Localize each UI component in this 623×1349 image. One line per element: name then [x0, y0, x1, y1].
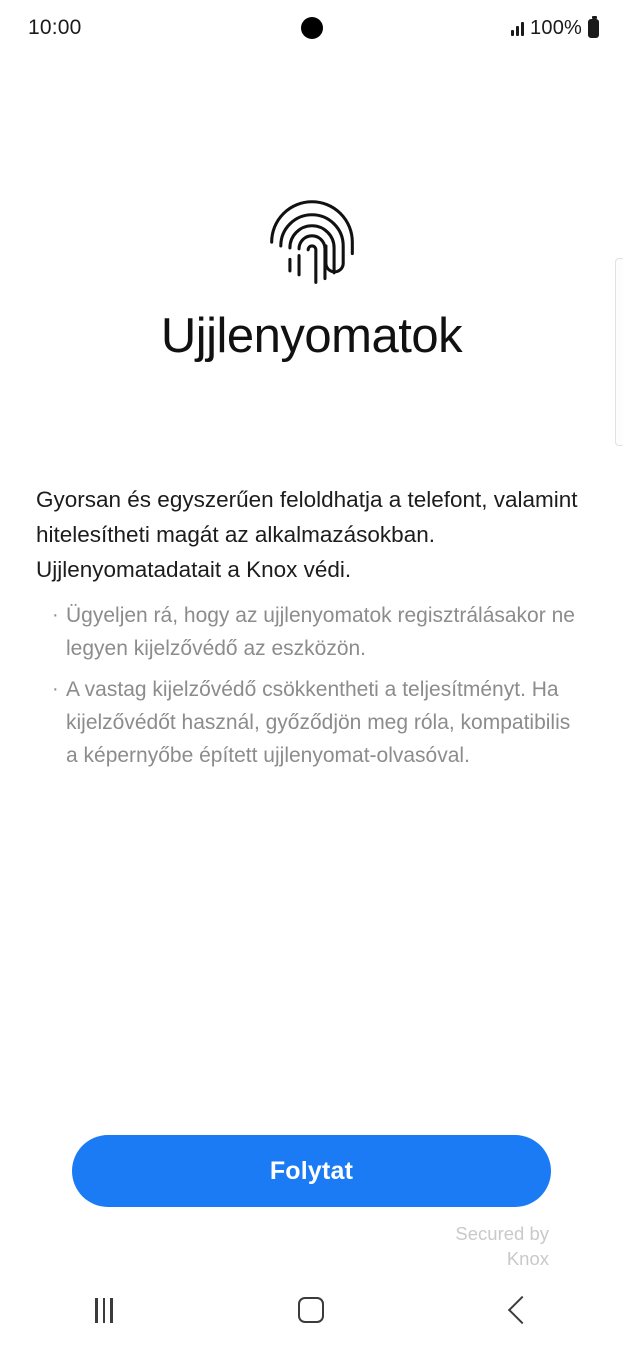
battery-full-icon: [588, 19, 599, 38]
bullet-list: [36, 599, 587, 772]
list-item: [52, 599, 587, 665]
description-block: [0, 482, 623, 780]
page-title: Ujjlenyomatok: [160, 309, 463, 363]
list-item-label: A vastag kijelzővédő csökkentheti a teljesítményt. Ha kijelzővédőt használ, győződjön meg róla, kompatibilis a képernyőbe épített ujjlenyomat-olvasóval.: [66, 678, 571, 768]
list-item-label: Ügyeljen rá, hogy az ujjlenyomatok regisztrálásakor ne legyen kijelzővédő az eszközön.: [66, 604, 575, 661]
back-icon: [508, 1296, 536, 1324]
status-time: 10:00: [28, 16, 82, 39]
battery-percentage: 100%: [530, 16, 582, 39]
secured-by-line-1: Secured by: [455, 1223, 549, 1244]
recents-button[interactable]: [44, 1271, 164, 1349]
secured-by-line-2: Knox: [506, 1248, 549, 1269]
continue-button[interactable]: Folytat: [72, 1135, 551, 1207]
home-button[interactable]: [251, 1271, 371, 1349]
header-block: [0, 196, 623, 364]
fingerprint-icon: [264, 196, 360, 292]
status-bar-indicators: [511, 0, 599, 56]
bullet-marker: ·: [52, 604, 59, 627]
bullet-marker: ·: [52, 678, 59, 701]
footer: [0, 1135, 623, 1271]
navigation-bar: [0, 1271, 623, 1349]
main-content: [0, 56, 623, 1271]
status-bar: [0, 0, 623, 56]
secured-by-knox-label: [72, 1221, 551, 1271]
back-button[interactable]: [459, 1271, 579, 1349]
recents-icon: [95, 1298, 113, 1323]
home-icon: [298, 1297, 324, 1323]
front-camera-punch-hole-icon: [301, 17, 323, 39]
signal-bars-icon: [511, 20, 524, 36]
description-text: Gyorsan és egyszerűen feloldhatja a telefont, valamint hitelesítheti magát az alkalmazásokban. Ujjlenyomatadatait a Knox védi.: [36, 487, 578, 583]
list-item: [52, 673, 587, 772]
